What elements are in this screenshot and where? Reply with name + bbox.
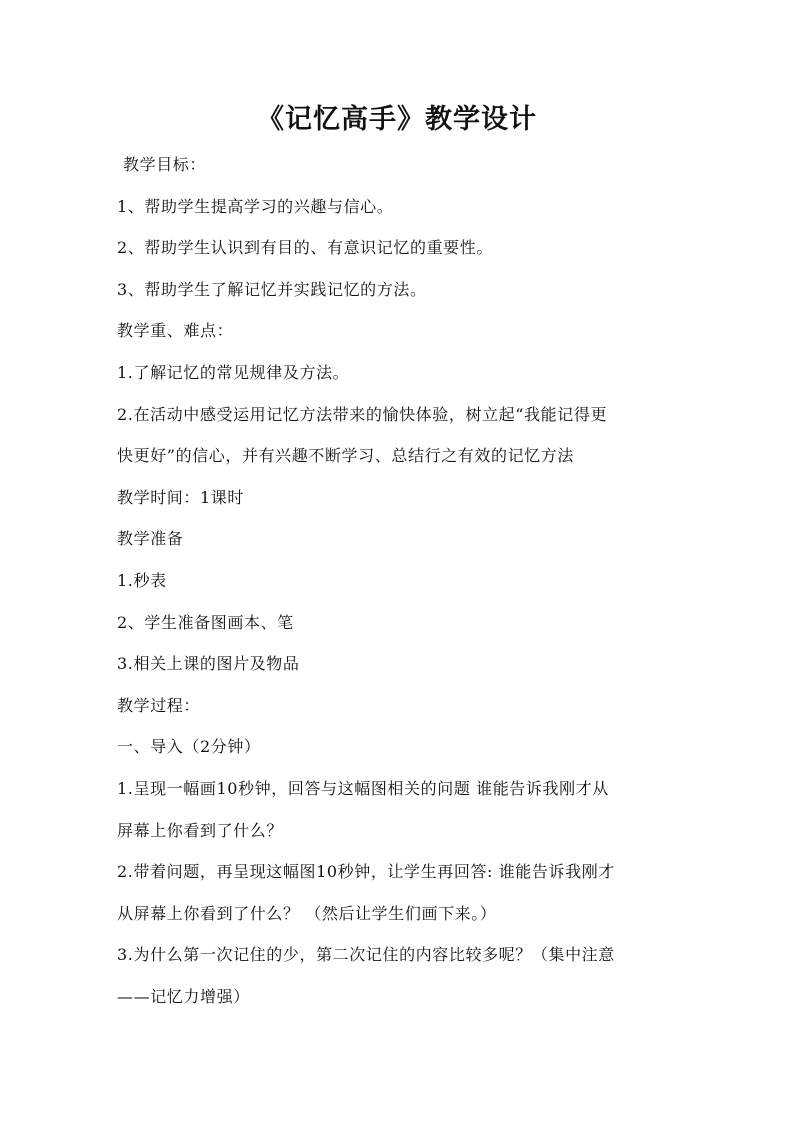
paragraph-line: 1、帮助学生提高学习的兴趣与信心。: [117, 196, 394, 216]
paragraph-line: 屏幕上你看到了什么？: [117, 820, 284, 840]
document-body: [117, 144, 687, 1017]
paragraph-line: 从屏幕上你看到了什么？ （然后让学生们画下来。）: [117, 903, 497, 923]
section-heading-time: 教学时间：1课时: [117, 487, 244, 507]
section-heading-objectives: 教学目标：: [123, 155, 207, 174]
paragraph-line: 3、帮助学生了解记忆并实践记忆的方法。: [117, 279, 427, 299]
paragraph-line: 快更好”的信心，并有兴趣不断学习、总结行之有效的记忆方法: [117, 446, 574, 466]
document-title: 《记忆高手》教学设计: [257, 104, 537, 135]
paragraph-line: 2、学生准备图画本、笔: [117, 612, 294, 632]
paragraph-line: ——记忆力增强）: [117, 986, 250, 1006]
subsection-heading-intro: 一、导入（2分钟）: [117, 737, 261, 757]
paragraph-line: 2.在活动中感受运用记忆方法带来的愉快体验，树立起“我能记得更: [117, 404, 608, 424]
paragraph-line: 3.相关上课的图片及物品: [117, 654, 300, 674]
paragraph-line: 3.为什么第一次记住的少，第二次记住的内容比较多呢？（集中注意: [117, 945, 615, 965]
paragraph-line: 2、帮助学生认识到有目的、有意识记忆的重要性。: [117, 238, 493, 258]
section-heading-process: 教学过程：: [117, 695, 201, 715]
paragraph-line: 1.呈现一幅画10秒钟，回答与这幅图相关的问题 谁能告诉我刚才从: [117, 778, 609, 798]
paragraph-line: 2.带着问题，再呈现这幅图10秒钟，让学生再回答: 谁能告诉我刚才: [117, 862, 615, 882]
section-heading-preparation: 教学准备: [117, 529, 184, 549]
paragraph-line: 1.秒表: [117, 570, 167, 590]
section-heading-key-points: 教学重、难点：: [117, 321, 234, 341]
paragraph-line: 1.了解记忆的常见规律及方法。: [117, 362, 350, 382]
